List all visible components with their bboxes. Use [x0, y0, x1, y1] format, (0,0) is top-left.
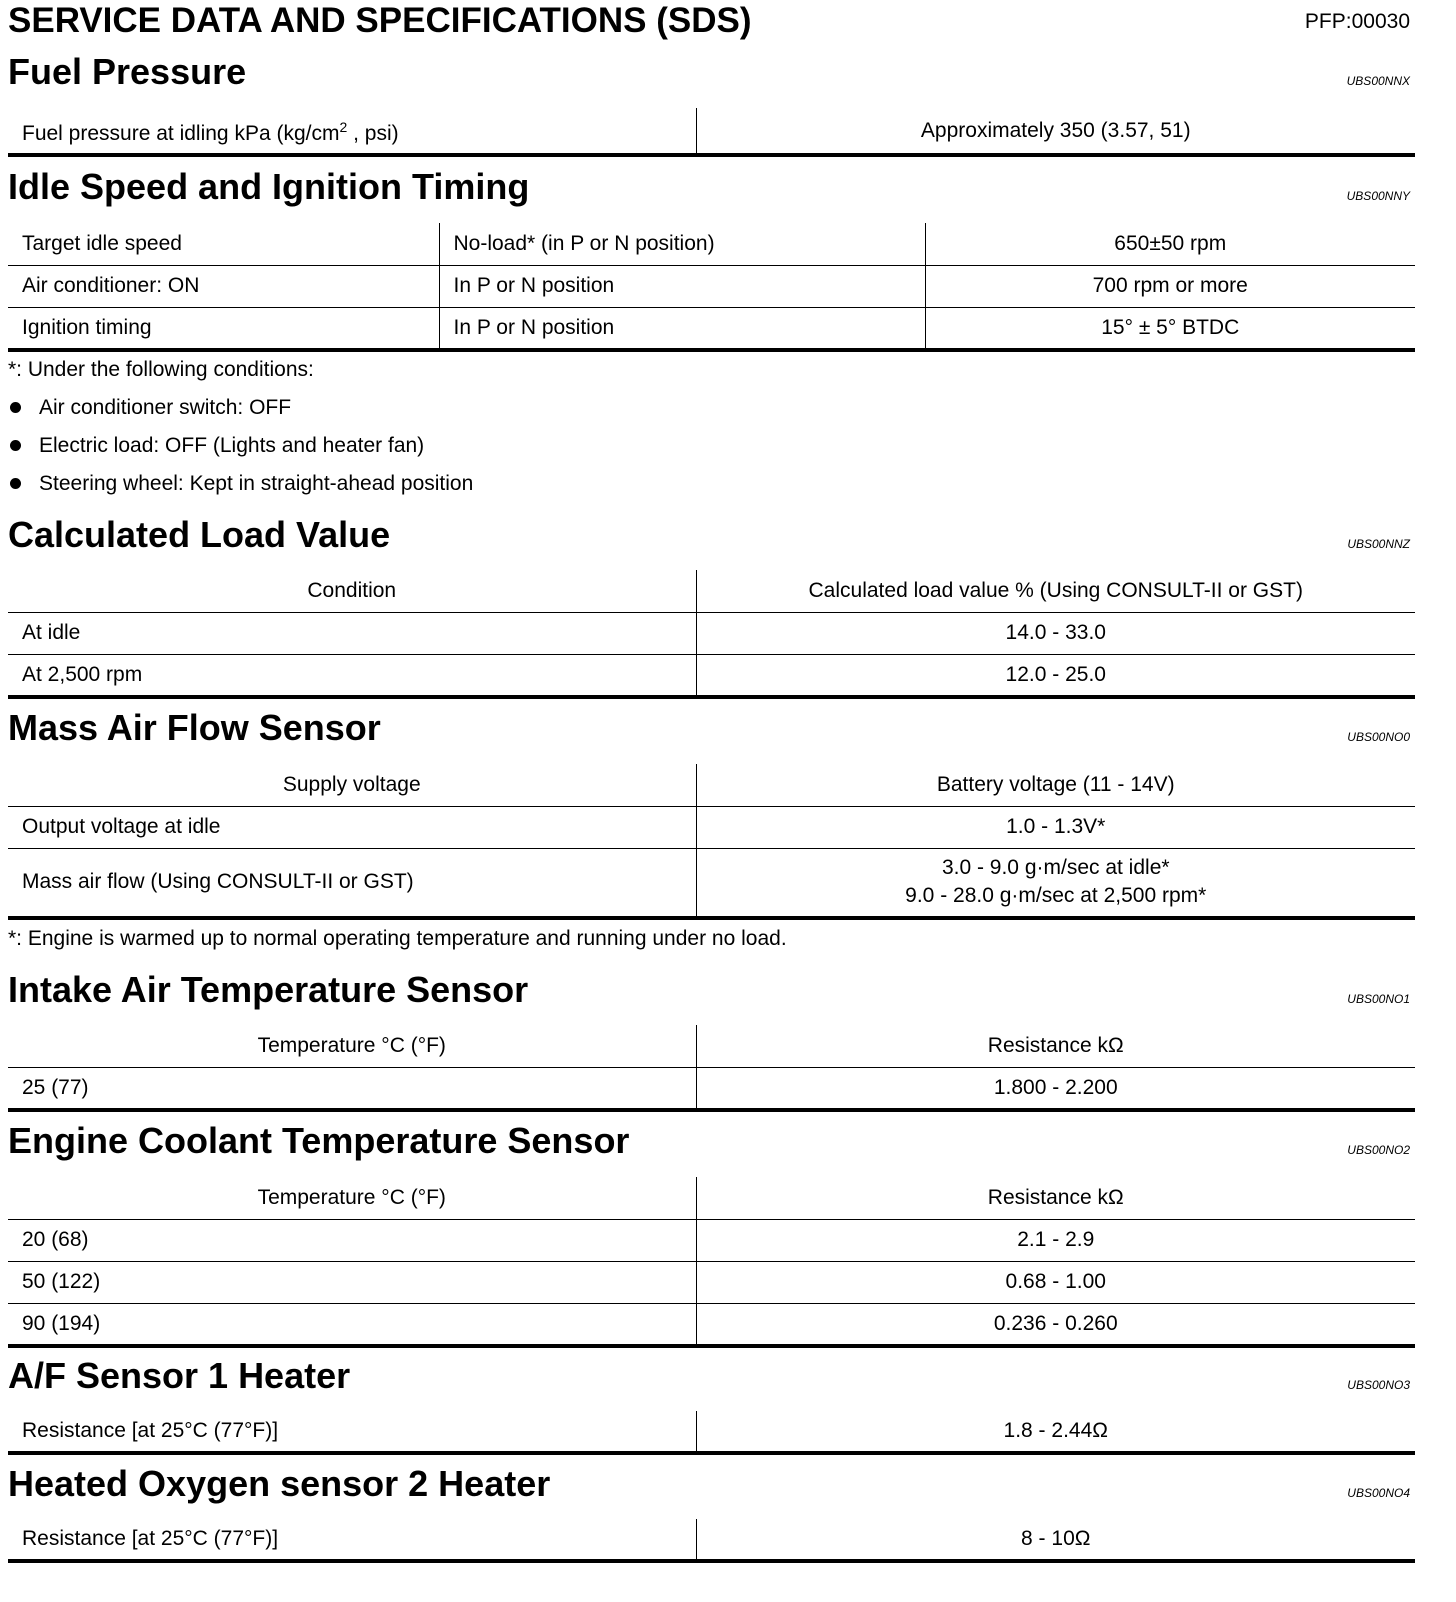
table-cell	[696, 848, 1415, 918]
table-cell	[8, 1261, 696, 1303]
table-row	[8, 1219, 1415, 1261]
table-row	[8, 223, 1415, 265]
table-cell-text: Approximately 350 (3.57, 51)	[920, 118, 1191, 142]
table-cell	[8, 764, 696, 806]
table-cell-text: Output voltage at idle	[22, 815, 221, 838]
bullet-icon	[10, 402, 21, 413]
table-cell-text: Calculated load value % (Using CONSULT-II or GST)	[808, 578, 1303, 602]
section-heading: Mass Air Flow Sensor	[8, 707, 381, 748]
section-code: UBS00NNX	[1346, 74, 1410, 88]
spec-table	[8, 1177, 1415, 1348]
table-cell	[696, 570, 1415, 612]
table-cell-text: 0.68 - 1.00	[1005, 1270, 1106, 1293]
table-cell-text: 90 (194)	[22, 1311, 101, 1335]
table-row	[8, 654, 1415, 697]
table-cell	[8, 108, 696, 155]
table-row	[8, 848, 1415, 918]
table-cell-line: 9.0 - 28.0 g·m/sec at 2,500 rpm*	[905, 884, 1207, 908]
table-cell	[696, 1519, 1415, 1561]
table-cell	[696, 1411, 1415, 1453]
table-cell	[696, 806, 1415, 848]
table-cell	[439, 223, 925, 265]
section-code: UBS00NO3	[1347, 1378, 1410, 1392]
table-cell	[8, 307, 439, 350]
table-cell-text: 8 - 10Ω	[1021, 1527, 1091, 1550]
table-row	[8, 307, 1415, 350]
table-row	[8, 1067, 1415, 1110]
section-code: UBS00NO2	[1347, 1143, 1410, 1157]
table-row	[8, 1519, 1415, 1561]
section-heading: Intake Air Temperature Sensor	[8, 969, 529, 1010]
page-code: PFP:00030	[1304, 10, 1410, 33]
superscript: 2	[339, 119, 348, 135]
table-cell	[8, 265, 439, 307]
table-cell	[8, 1025, 696, 1067]
bullet-icon	[10, 440, 21, 451]
table-cell	[696, 1303, 1415, 1346]
table-cell-text: In P or N position	[453, 315, 615, 339]
section-heading: Engine Coolant Temperature Sensor	[8, 1120, 630, 1161]
bullet-text: Steering wheel: Kept in straight-ahead position	[39, 472, 474, 495]
bullet-item	[8, 394, 291, 422]
table-cell	[696, 1219, 1415, 1261]
table-cell-line: 3.0 - 9.0 g·m/sec at idle*	[941, 856, 1170, 880]
spec-table	[8, 764, 1415, 920]
table-cell-text: 14.0 - 33.0	[1005, 621, 1106, 644]
table-cell-text: Condition	[307, 578, 397, 602]
bullet-text: Air conditioner switch: OFF	[39, 396, 292, 419]
table-row	[8, 1025, 1415, 1067]
spec-table	[8, 108, 1415, 157]
spec-table	[8, 1411, 1415, 1455]
table-row	[8, 806, 1415, 848]
table-row	[8, 764, 1415, 806]
table-cell-text: At 2,500 rpm	[22, 662, 143, 686]
document-title: SERVICE DATA AND SPECIFICATIONS (SDS)	[8, 1, 752, 40]
table-cell: Mass air flow (Using CONSULT-II or GST)	[8, 848, 696, 918]
section-code: UBS00NO4	[1347, 1486, 1410, 1500]
table-cell-text: 700 rpm or more	[1092, 274, 1248, 297]
table-cell-text: Supply voltage	[282, 772, 421, 796]
section-heading: Fuel Pressure	[8, 51, 247, 92]
table-cell-text: Temperature °C (°F)	[257, 1033, 446, 1057]
spec-table	[8, 1519, 1415, 1563]
table-cell	[696, 1261, 1415, 1303]
section-heading: Idle Speed and Ignition Timing	[8, 166, 530, 207]
table-cell-text: Resistance [at 25°C (77°F)]	[22, 1527, 279, 1550]
section-heading: A/F Sensor 1 Heater	[8, 1355, 351, 1396]
table-cell-text: , psi)	[347, 122, 399, 145]
table-cell-text: Ignition timing	[22, 315, 152, 339]
table-cell-text: 1.800 - 2.200	[993, 1075, 1118, 1099]
table-cell-text: 0.236 - 0.260	[993, 1311, 1118, 1335]
table-row	[8, 1411, 1415, 1453]
table-cell-text: No-load* (in P or N position)	[453, 231, 715, 255]
table-cell-text: At idle	[22, 621, 81, 644]
table-row	[8, 1303, 1415, 1346]
bullet-icon	[10, 478, 21, 489]
table-cell	[696, 764, 1415, 806]
table-cell-text: 15° ± 5° BTDC	[1101, 315, 1240, 339]
table-cell	[439, 265, 925, 307]
footnote: *: Under the following conditions:	[8, 358, 314, 381]
table-cell	[8, 654, 696, 697]
table-row	[8, 1177, 1415, 1219]
table-cell-text: 1.8 - 2.44Ω	[1003, 1419, 1108, 1442]
table-cell	[696, 654, 1415, 697]
table-cell-text: Resistance kΩ	[987, 1185, 1124, 1209]
section-code: UBS00NNY	[1346, 189, 1410, 203]
table-cell	[696, 108, 1415, 155]
table-cell-text: Fuel pressure at idling kPa (kg/cm	[22, 122, 340, 145]
table-cell	[696, 1025, 1415, 1067]
section-heading: Heated Oxygen sensor 2 Heater	[8, 1463, 551, 1504]
table-cell	[925, 265, 1415, 307]
table-row	[8, 570, 1415, 612]
table-cell-text: In P or N position	[453, 274, 615, 297]
table-cell-text: 50 (122)	[22, 1270, 101, 1293]
table-cell	[8, 806, 696, 848]
section-heading: Calculated Load Value	[8, 514, 391, 555]
table-cell-text: 20 (68)	[22, 1228, 89, 1251]
table-cell	[696, 1177, 1415, 1219]
section-code: UBS00NO1	[1347, 992, 1410, 1006]
section-code: UBS00NNZ	[1347, 537, 1410, 551]
bullet-text: Electric load: OFF (Lights and heater fan)	[39, 434, 425, 457]
footnote: *: Engine is warmed up to normal operating temperature and running under no load.	[8, 927, 787, 950]
table-cell-text: Resistance kΩ	[987, 1033, 1124, 1057]
table-cell	[439, 307, 925, 350]
table-cell-text: Resistance [at 25°C (77°F)]	[22, 1419, 279, 1442]
section-code: UBS00NO0	[1347, 730, 1410, 744]
table-cell-text: Air conditioner: ON	[22, 274, 200, 297]
table-row	[8, 265, 1415, 307]
bullet-item	[8, 432, 424, 460]
spec-table	[8, 223, 1415, 352]
table-cell	[696, 1067, 1415, 1110]
spec-table	[8, 1025, 1415, 1112]
table-cell-text: 2.1 - 2.9	[1017, 1228, 1095, 1251]
table-cell	[925, 223, 1415, 265]
table-cell	[8, 612, 696, 654]
table-row	[8, 1261, 1415, 1303]
table-cell	[8, 1519, 696, 1561]
table-cell-text: 1.0 - 1.3V*	[1006, 815, 1106, 838]
table-cell-text: 25 (77)	[22, 1075, 89, 1099]
table-row	[8, 612, 1415, 654]
table-cell	[8, 1303, 696, 1346]
table-cell	[8, 223, 439, 265]
table-row	[8, 108, 1415, 155]
table-cell	[8, 1219, 696, 1261]
table-cell-text: Target idle speed	[22, 231, 182, 255]
table-cell	[8, 570, 696, 612]
table-cell	[8, 1411, 696, 1453]
bullet-item	[8, 470, 473, 498]
table-cell-text: Battery voltage (11 - 14V)	[936, 772, 1175, 796]
table-cell	[925, 307, 1415, 350]
table-cell	[8, 1177, 696, 1219]
table-cell-text: Temperature °C (°F)	[257, 1185, 446, 1209]
table-cell-text: 650±50 rpm	[1114, 231, 1227, 255]
table-cell-text: 12.0 - 25.0	[1005, 662, 1106, 686]
table-cell	[8, 1067, 696, 1110]
table-cell	[696, 612, 1415, 654]
spec-table	[8, 570, 1415, 699]
